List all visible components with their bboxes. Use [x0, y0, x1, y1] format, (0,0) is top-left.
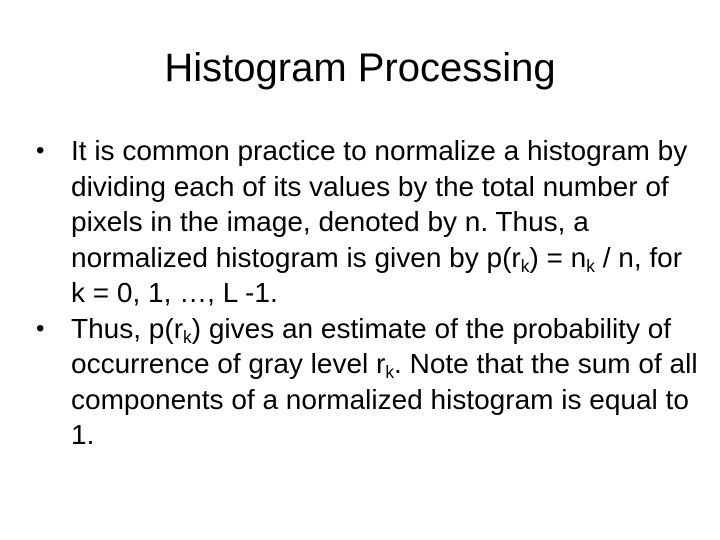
subscript-k: k	[586, 255, 595, 276]
bullet-marker: •	[36, 137, 45, 164]
bullet-text: / n, for k = 0, 1, …, L -1.	[71, 241, 683, 308]
bullet-text: ) = n	[529, 241, 587, 273]
slide-title: Histogram Processing	[164, 46, 556, 90]
bullet-item	[36, 133, 701, 311]
subscript-k: k	[183, 326, 192, 347]
bullet-text: ) gives an estimate of the probability of occurrence of gray level r	[71, 312, 672, 379]
bullet-text: . Note that the sum of all components of a normalized histogram is equal to 1.	[71, 348, 698, 450]
subscript-k: k	[520, 255, 530, 276]
bullet-text: It is common practice to normalize a histogram by dividing each of its values by the total number of pixels in the image, denoted by n. Thus, a normalized histogram is given by p(r	[71, 135, 688, 273]
subscript-k: k	[385, 361, 395, 382]
bullet-list	[36, 133, 701, 453]
bullet-item	[36, 311, 701, 453]
bullet-text: Thus, p(r	[71, 312, 184, 344]
bullet-marker: •	[36, 314, 45, 342]
